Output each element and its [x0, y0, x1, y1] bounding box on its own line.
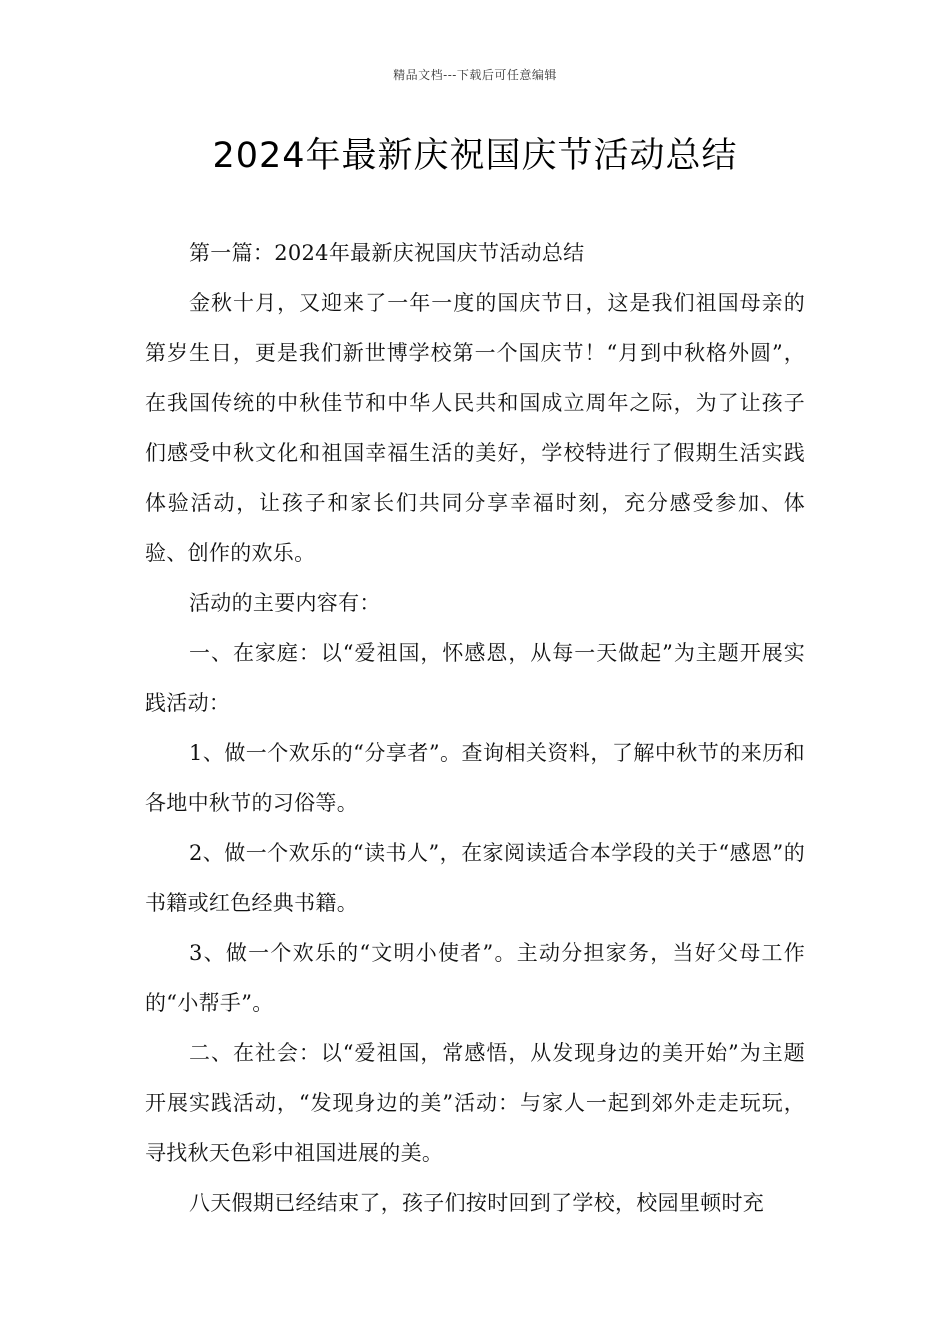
paragraph-society-theme: 二、在社会：以“爱祖国，常感悟，从发现身边的美开始”为主题开展实践活动，“发现身边的美”活动：与家人一起到郊外走走玩玩，寻找秋天色彩中祖国进展的美。	[145, 1041, 805, 1165]
header-note: 精品文档---下载后可任意编辑	[393, 68, 557, 82]
paragraph-conclusion: 八天假期已经结束了，孩子们按时回到了学校，校园里顿时充	[189, 1191, 765, 1215]
paragraph-item-2: 2、做一个欢乐的“读书人”，在家阅读适合本学段的关于“感恩”的书籍或红色经典书籍。	[145, 841, 805, 915]
paragraph-activity-heading: 活动的主要内容有：	[189, 591, 381, 615]
document-title: 2024年最新庆祝国庆节活动总结	[212, 136, 738, 176]
paragraph-family-theme: 一、在家庭：以“爱祖国，怀感恩，从每一天做起”为主题开展实践活动：	[145, 641, 805, 715]
paragraph-item-1: 1、做一个欢乐的“分享者”。查询相关资料，了解中秋节的来历和各地中秋节的习俗等。	[145, 741, 805, 815]
paragraph-item-3: 3、做一个欢乐的“文明小使者”。主动分担家务，当好父母工作的“小帮手”。	[145, 941, 805, 1015]
paragraph-section-heading: 第一篇：2024年最新庆祝国庆节活动总结	[189, 241, 585, 265]
document-body	[145, 228, 805, 1228]
paragraph-intro: 金秋十月，又迎来了一年一度的国庆节日，这是我们祖国母亲的第岁生日，更是我们新世博学校第一个国庆节！“月到中秋格外圆”，在我国传统的中秋佳节和中华人民共和国成立周年之际，为了让孩子们感受中秋文化和祖国幸福生活的美好，学校特进行了假期生活实践体验活动，让孩子和家长们共同分享幸福时刻，充分感受参加、体验、创作的欢乐。	[145, 291, 805, 565]
